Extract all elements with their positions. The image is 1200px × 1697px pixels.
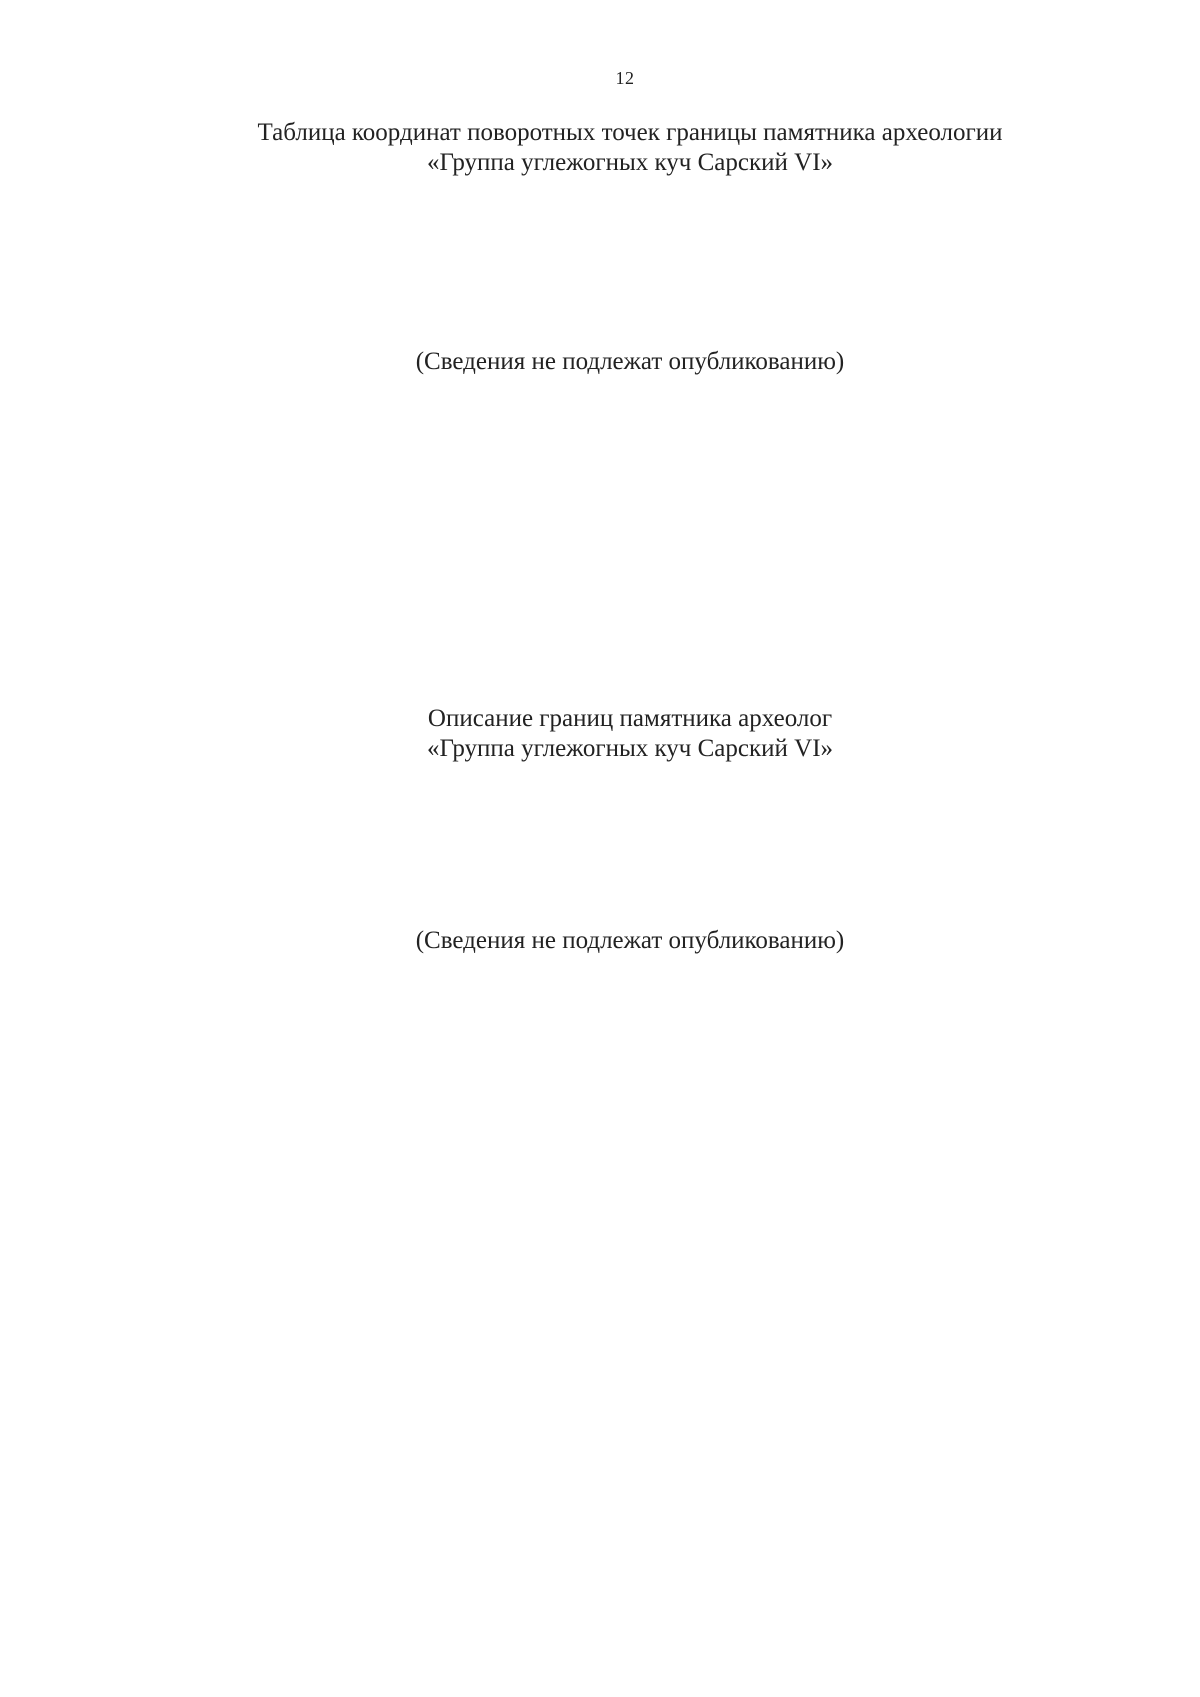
restricted-info-notice: (Сведения не подлежат опубликованию) bbox=[415, 348, 845, 375]
heading-line: «Группа углежогных куч Сарский VI» bbox=[426, 735, 834, 762]
page-number: 12 bbox=[615, 68, 635, 88]
boundary-description-heading bbox=[0, 704, 1200, 764]
coordinates-table-heading bbox=[0, 118, 1200, 178]
restricted-info-notice: (Сведения не подлежат опубликованию) bbox=[415, 927, 845, 954]
heading-line: Описание границ памятника археолог bbox=[427, 705, 833, 732]
heading-line: Таблица координат поворотных точек границы памятника археологии bbox=[257, 119, 1003, 146]
heading-line: «Группа углежогных куч Сарский VI» bbox=[426, 149, 834, 176]
